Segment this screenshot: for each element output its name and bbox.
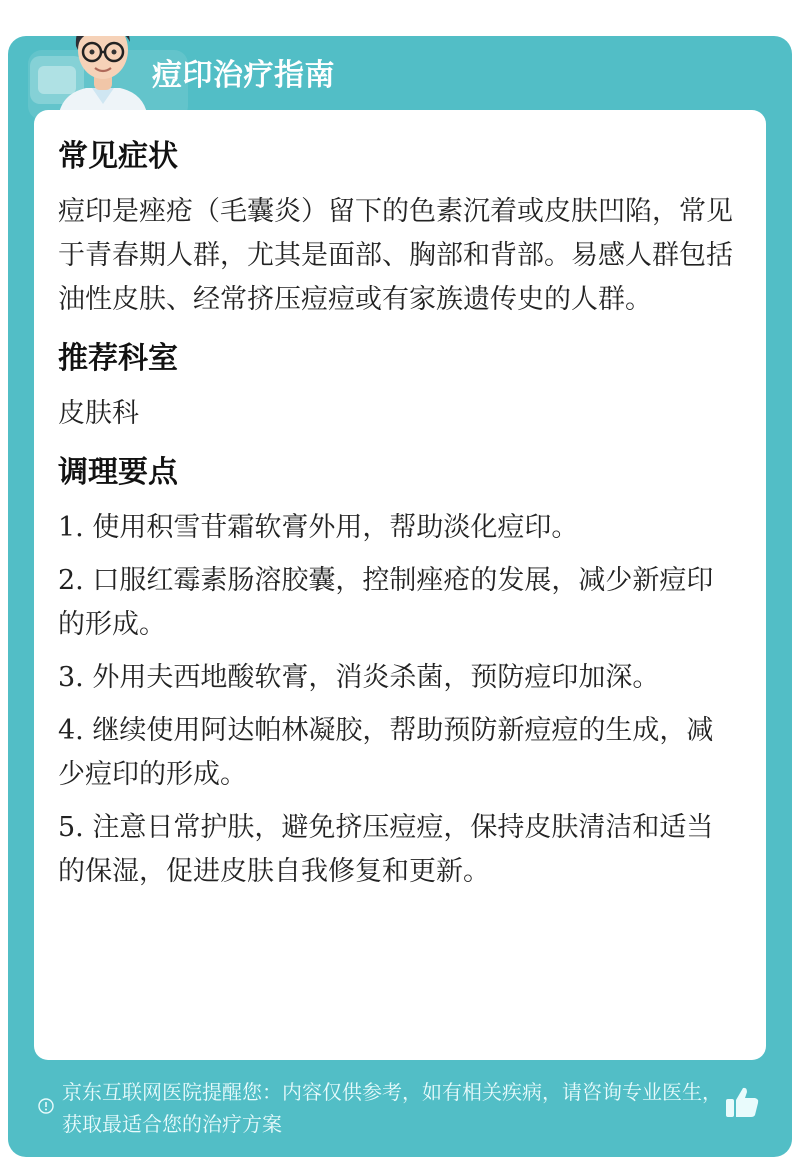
list-item-text: 注意日常护肤，避免挤压痘痘，保持皮肤清洁和适当的保湿，促进皮肤自我修复和更新。 (58, 812, 714, 887)
info-icon (38, 1098, 54, 1114)
department-text: 皮肤科 (58, 398, 139, 429)
department-title: 推荐科室 (58, 341, 178, 376)
list-item-number: 5. (58, 812, 84, 843)
list-item (58, 709, 734, 797)
list-item (58, 656, 734, 700)
list-item-number: 1. (58, 512, 84, 543)
list-item-text: 使用积雪苷霜软膏外用，帮助淡化痘印。 (92, 512, 579, 543)
list-item-text: 外用夫西地酸软膏，消炎杀菌，预防痘印加深。 (92, 662, 660, 693)
symptoms-text: 痘印是痤疮（毛囊炎）留下的色素沉着或皮肤凹陷，常见于青春期人群，尤其是面部、胸部和背部。易感人群包括油性皮肤、经常挤压痘痘或有家族遗传史的人群。 (58, 196, 733, 315)
list-item (58, 506, 734, 550)
page-title: 痘印治疗指南 (152, 58, 335, 93)
thumbs-up-icon[interactable] (722, 1082, 762, 1122)
care-list (58, 506, 734, 894)
guide-card (8, 36, 792, 1157)
disclaimer-text (62, 1076, 726, 1140)
symptoms-title: 常见症状 (58, 139, 178, 174)
list-item (58, 806, 734, 894)
list-item-number: 2. (58, 565, 84, 596)
disclaimer-notice: 京东互联网医院提醒您：内容仅供参考，如有相关疾病，请咨询专业医生，获取最适合您的治疗方案 (62, 1080, 722, 1136)
list-item-text: 口服红霉素肠溶胶囊，控制痤疮的发展，减少新痘印的形成。 (58, 565, 714, 640)
care-title: 调理要点 (58, 455, 178, 490)
list-item (58, 559, 734, 647)
content-panel (34, 110, 766, 1060)
list-item-text: 继续使用阿达帕林凝胶，帮助预防新痘痘的生成，减少痘印的形成。 (58, 715, 714, 790)
doctor-avatar-icon (48, 36, 158, 120)
list-item-number: 4. (58, 715, 84, 746)
list-item-number: 3. (58, 662, 84, 693)
